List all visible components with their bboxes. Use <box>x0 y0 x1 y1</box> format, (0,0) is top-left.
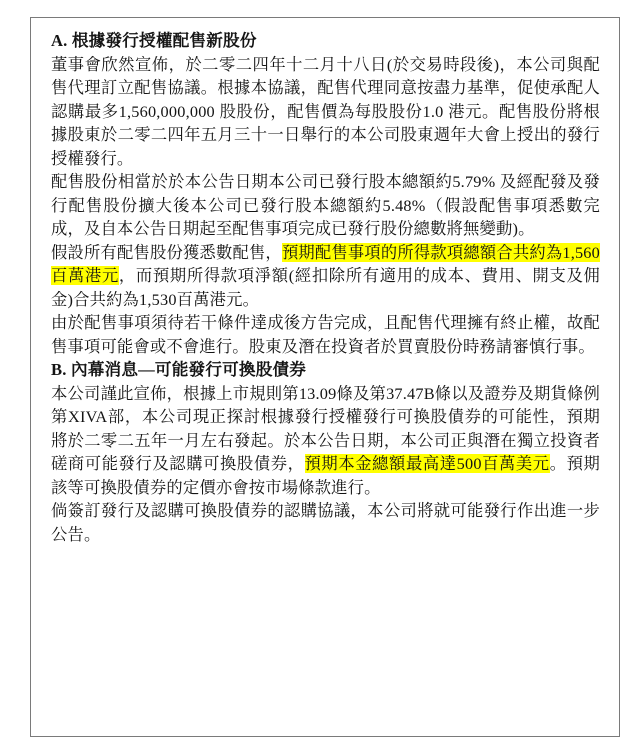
announcement-document <box>30 17 620 737</box>
section-a-heading: A. 根據發行授權配售新股份 <box>51 31 257 50</box>
section-b-paragraph-convertible-bonds <box>51 382 600 500</box>
section-a-warning-paragraph: 由於配售事項須待若干條件達成後方告完成，且配售代理擁有終止權，故配售事項可能會或不會進行。股東及潛在投資者於買賣股份時務請審慎行事。 <box>51 313 600 356</box>
section-b-paragraph-further-announcement: 倘簽訂發行及認購可換股債券的認購協議，本公司將就可能發行作出進一步公告。 <box>51 501 600 544</box>
section-a-paragraph-placing-agreement: 董事會欣然宣佈，於二零二四年十二月十八日(於交易時段後)，本公司與配售代理訂立配售協議。根據本協議，配售代理同意按盡力基準，促使承配人認購最多1,560,000,000 股股份，配售價為每股股份1.0 港元。配售股份將根據股東於二零二四年五月三十一日舉行的本公司股東週年大會上授出的發行授權發行。 <box>51 54 600 168</box>
section-a-paragraph-proceeds <box>51 241 600 312</box>
highlighted-gross-proceeds: 預期配售事項的所得款項總額合共約為1,560百萬港元 <box>51 242 600 285</box>
highlighted-principal-amount: 預期本金總額最高達500百萬美元 <box>304 454 550 473</box>
section-a-paragraph-share-capital: 配售股份相當於於本公告日期本公司已發行股本總額約5.79% 及經配發及發行配售股份擴大後本公司已發行股本總額約5.48%（假設配售事項悉數完成，及自本公告日期起至配售事項完成已發行股份總數將無變動)。 <box>51 172 600 238</box>
paragraph-text: 。預期該等可換股債券的定價亦會按市場條款進行。 <box>51 454 600 497</box>
paragraph-text: 本公司謹此宣佈，根據上市規則第13.09條及第37.47B條以及證券及期貨條例第XIVA部，本公司現正探討根據發行授權發行可換股債券的可能性，預期將於二零二五年一月左右發起。於本公告日期，本公司正與潛在獨立投資者磋商可能發行及認購可換股債券， <box>51 383 600 473</box>
paragraph-text: ，而預期所得款項淨額(經扣除所有適用的成本、費用、開支及佣金)合共約為1,530百萬港元。 <box>51 266 600 309</box>
section-b-heading: B. 內幕消息—可能發行可換股債券 <box>51 360 307 379</box>
paragraph-text: 假設所有配售股份獲悉數配售， <box>51 242 282 262</box>
